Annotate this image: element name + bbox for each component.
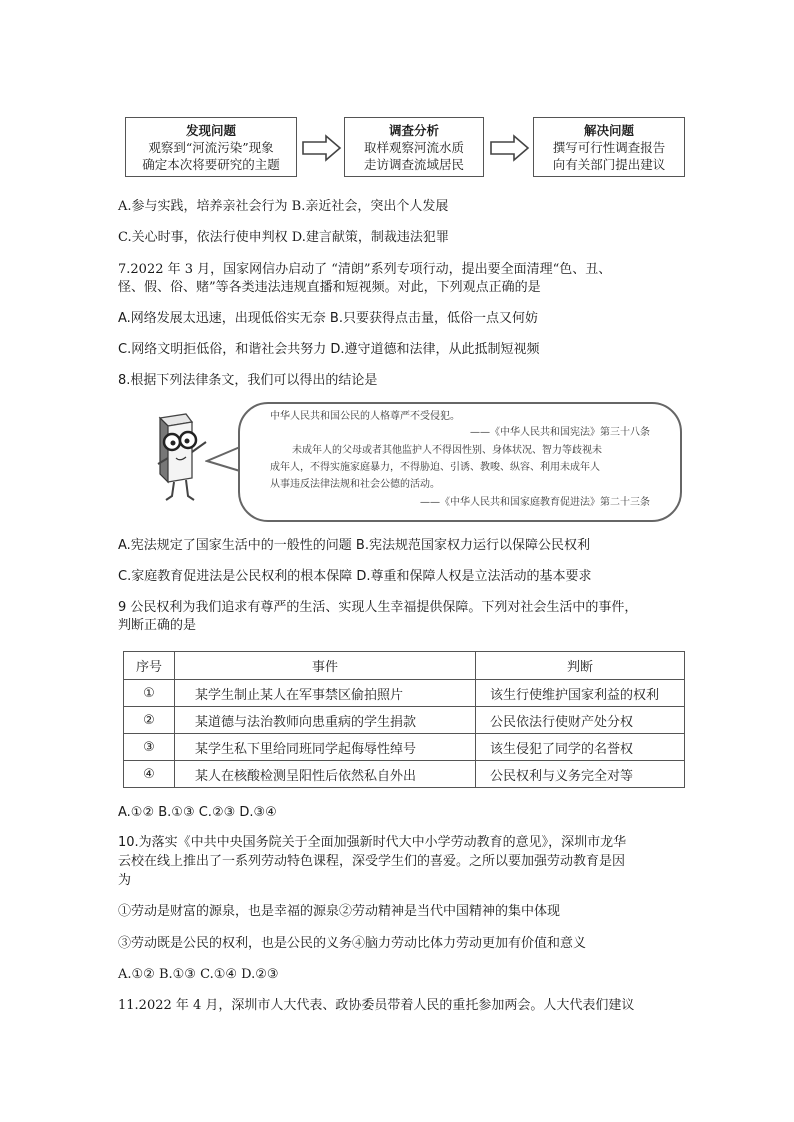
q7-stem: 7.2022 年 3 月，国家网信办启动了 “清朗”系列专项行动，提出要全面清理“色、丑、 <box>118 262 612 277</box>
q10-stem: 10.为落实《中共中央国务院关于全面加强新时代大中小学劳动教育的意见》，深圳市龙华 <box>118 835 627 850</box>
q10-stem: 为 <box>118 873 132 888</box>
judgement-cell: 公民依法行使财产处分权 <box>476 707 685 734</box>
judgement-cell: 公民权利与义务完全对等 <box>476 761 685 788</box>
row-number: ① <box>124 680 175 707</box>
table-row <box>124 761 685 788</box>
flow-box-line: 确定本次将要研究的主题 <box>142 157 280 172</box>
table-header-row <box>124 652 685 680</box>
law-quote-line: 未成年人的父母或者其他监护人不得因性别、身体状况、智力等歧视未 <box>292 445 602 456</box>
event-cell: 某道德与法治教师向患重病的学生捐款 <box>175 707 476 734</box>
event-cell: 某人在核酸检测呈阳性后依然私自外出 <box>175 761 476 788</box>
flow-box-solve <box>533 117 685 177</box>
q8-stem: 8.根据下列法律条文，我们可以得出的结论是 <box>118 373 378 388</box>
flow-box-line: 取样观察河流水质 <box>363 140 464 155</box>
table-row <box>124 680 685 707</box>
flow-box-line: 走访调查流域居民 <box>363 157 464 172</box>
book-mascot-illustration <box>150 412 212 508</box>
table-row <box>124 707 685 734</box>
row-number: ② <box>124 707 175 734</box>
q9-options: A.①② B.①③ C.②③ D.③④ <box>118 805 277 820</box>
arrow-right-icon <box>490 134 530 162</box>
event-cell: 某学生私下里给同班同学起侮辱性绰号 <box>175 734 476 761</box>
law-quote-line: 从事违反法律法规和社会公德的活动。 <box>270 479 440 490</box>
q10-statement: ③劳动既是公民的权利，也是公民的义务④脑力劳动比体力劳动更加有价值和意义 <box>118 936 587 951</box>
flow-box-title: 解决问题 <box>583 123 634 138</box>
q10-statement: ①劳动是财富的源泉，也是幸福的源泉②劳动精神是当代中国精神的集中体现 <box>118 904 561 919</box>
q9-stem: 9 公民权利为我们追求有尊严的生活、实现人生幸福提供保障。下列对社会生活中的事件， <box>118 600 638 615</box>
law-quote-bubble <box>238 402 682 522</box>
law-quote-source: ——《中华人民共和国家庭教育促进法》第二十三条 <box>420 497 650 508</box>
judgement-cell: 该生侵犯了同学的名誉权 <box>476 734 685 761</box>
q10-options: A.①② B.①③ C.①④ D.②③ <box>118 967 279 982</box>
column-header: 序号 <box>124 652 175 680</box>
q7-options-cd: C.网络文明拒低俗，和谐社会共努力 D.遵守道德和法律，从此抵制短视频 <box>118 342 540 357</box>
law-quote-source: ——《中华人民共和国宪法》第三十八条 <box>470 427 650 438</box>
q8-options-ab: A.宪法规定了国家生活中的一般性的问题 B.宪法规范国家权力运行以保障公民权利 <box>118 538 590 553</box>
events-table <box>123 651 685 788</box>
flow-box-title: 发现问题 <box>185 123 236 138</box>
law-quote-line: 成年人，不得实施家庭暴力，不得胁迫、引诱、教唆、纵容、利用未成年人 <box>270 462 600 473</box>
flow-box-title: 调查分析 <box>388 123 439 138</box>
row-number: ③ <box>124 734 175 761</box>
q6-options-cd: C.关心时事，依法行使申判权 D.建言献策，制裁违法犯罪 <box>118 230 449 245</box>
flow-box-line: 观察到“河流污染”现象 <box>148 140 274 155</box>
law-quote-line: 中华人民共和国公民的人格尊严不受侵犯。 <box>270 411 460 422</box>
row-number: ④ <box>124 761 175 788</box>
table-row <box>124 734 685 761</box>
q6-options-ab: A.参与实践，培养亲社会行为 B.亲近社会，突出个人发展 <box>118 199 449 214</box>
arrow-right-icon <box>302 134 342 162</box>
column-header: 判断 <box>476 652 685 680</box>
column-header: 事件 <box>175 652 476 680</box>
q10-stem: 云校在线上推出了一系列劳动特色课程，深受学生们的喜爱。之所以要加强劳动教育是因 <box>118 854 626 869</box>
q7-stem: 怪、假、俗、赌”等各类违法违规直播和短视频。对此，下列观点正确的是 <box>118 280 541 295</box>
event-cell: 某学生制止某人在军事禁区偷拍照片 <box>175 680 476 707</box>
flow-box-discover <box>125 117 297 177</box>
q7-options-ab: A.网络发展太迅速，出现低俗实无奈 B.只要获得点击量，低俗一点又何妨 <box>118 311 538 326</box>
judgement-cell: 该生行使维护国家利益的权利 <box>476 680 685 707</box>
flow-box-line: 撰写可行性调查报告 <box>552 140 666 155</box>
q9-stem: 判断正确的是 <box>118 618 197 633</box>
q8-options-cd: C.家庭教育促进法是公民权利的根本保障 D.尊重和保障人权是立法活动的基本要求 <box>118 569 592 584</box>
flow-box-analysis <box>344 117 484 177</box>
flow-box-line: 向有关部门提出建议 <box>552 157 666 172</box>
q11-stem: 11.2022 年 4 月，深圳市人大代表、政协委员带着人民的重托参加两会。人大代表们建议 <box>118 998 635 1013</box>
